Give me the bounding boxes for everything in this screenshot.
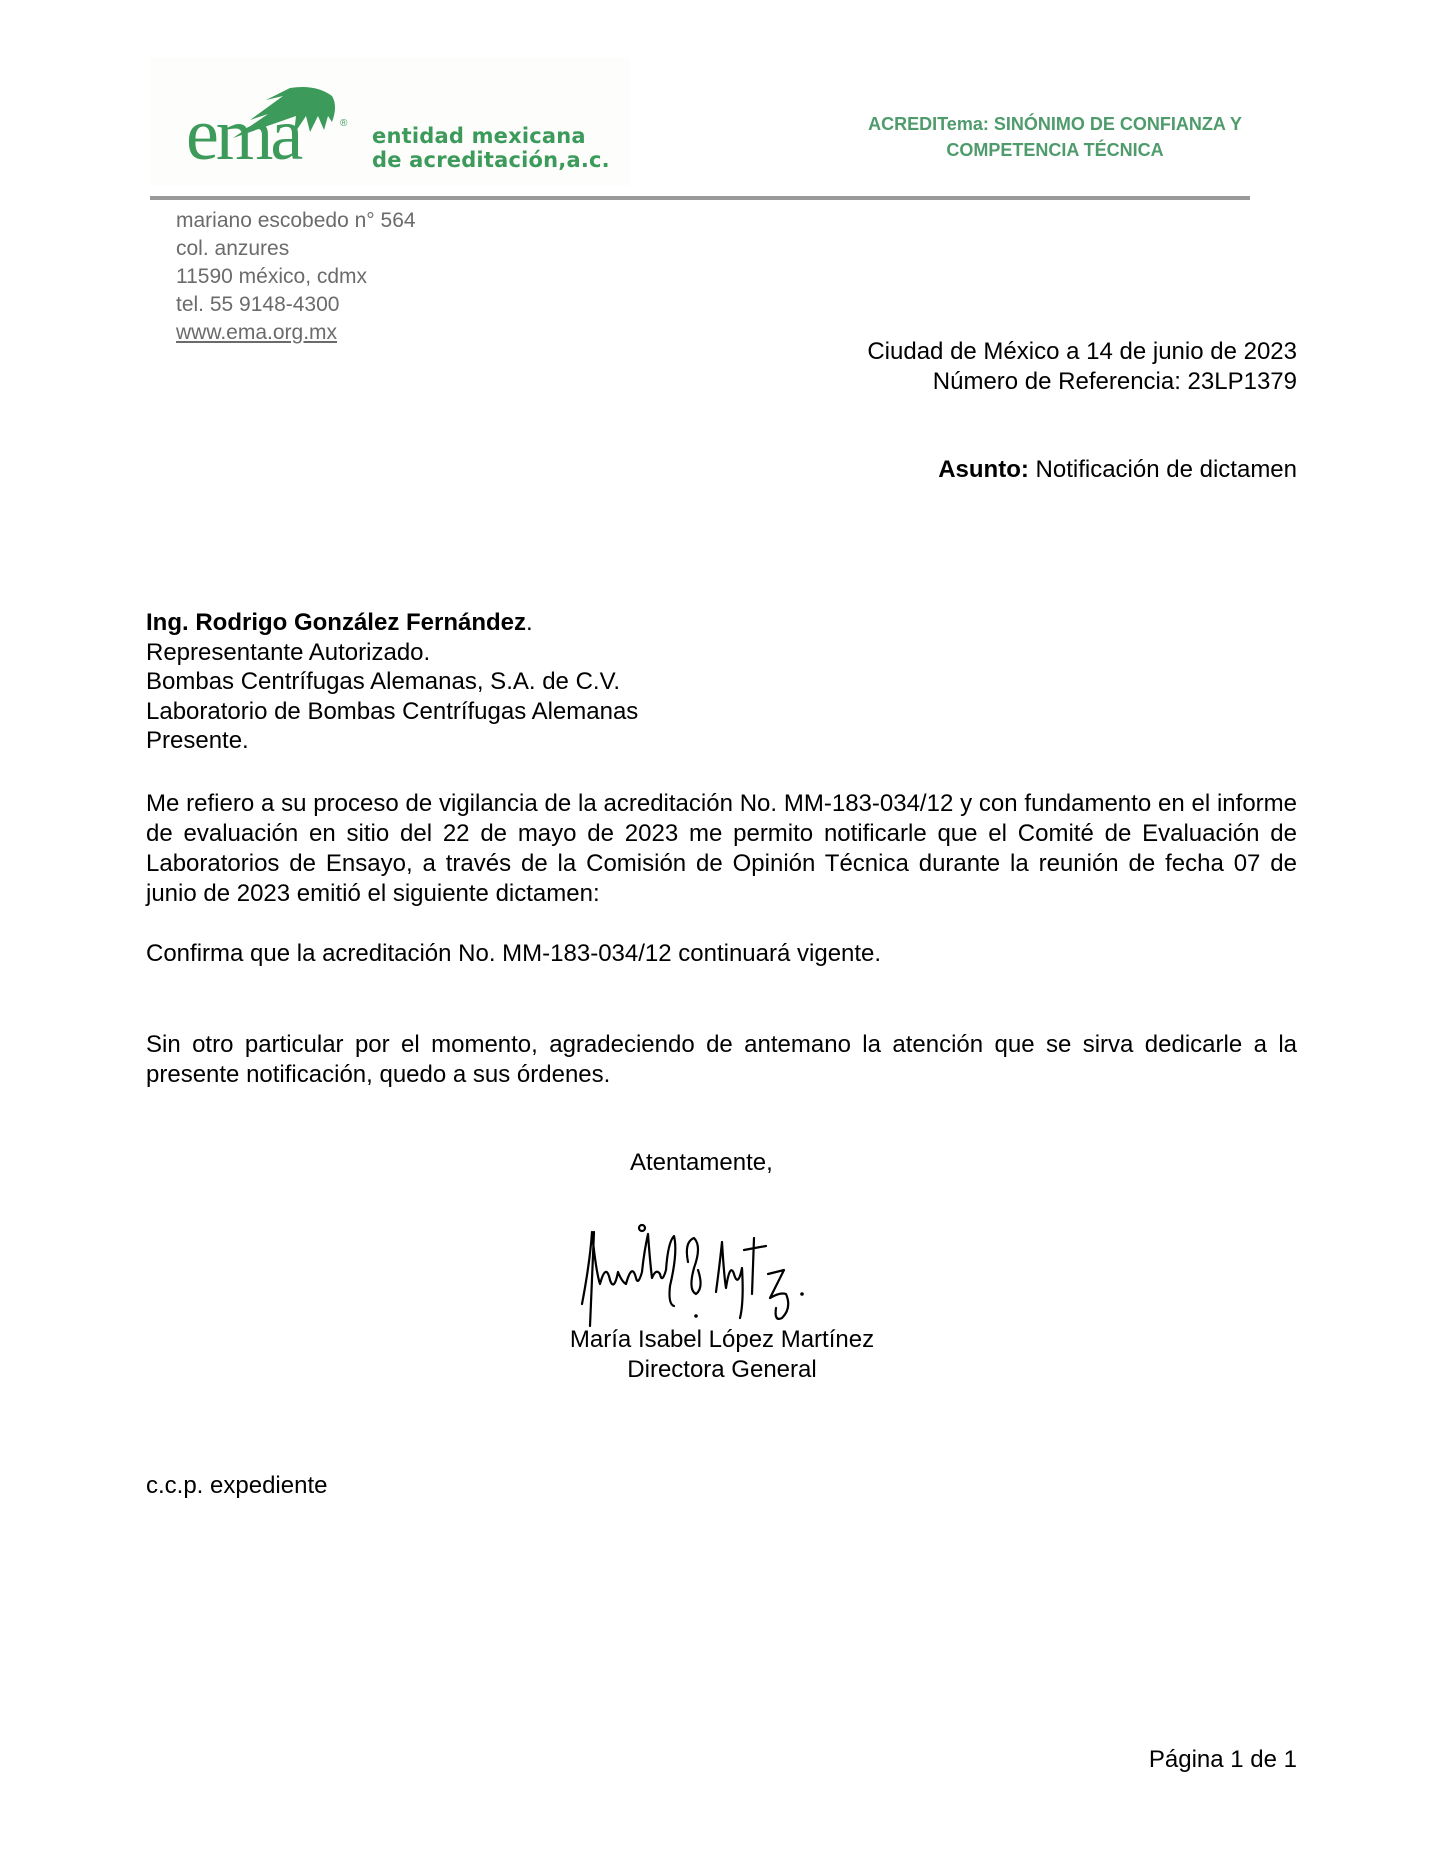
logo-organization-name	[372, 124, 610, 172]
reference-number: Número de Referencia: 23LP1379	[932, 368, 1297, 395]
signer-block	[522, 1325, 922, 1385]
address-colony: col. anzures	[176, 237, 290, 260]
subject-label: Asunto:	[938, 456, 1029, 483]
place-date: Ciudad de México a 14 de junio de 2023	[867, 338, 1297, 365]
page-number: Página 1 de 1	[1148, 1746, 1297, 1773]
body-paragraph-1: Me refiero a su proceso de vigilancia de la acreditación No. MM-183-034/12 y con fundamento en el informe de evaluación en sitio del 22 de mayo de 2023 me permito notificarle que el Comité de Evaluación de Laboratorios de Ensayo, a través de la Comisión de Opinión Técnica durante la reunión de fecha 07 de junio de 2023 emitió el siguiente dictamen:	[146, 790, 1297, 907]
header-divider	[150, 196, 1250, 200]
address-street: mariano escobedo n° 564	[176, 209, 416, 232]
recipient-name-suffix: .	[526, 609, 533, 636]
recipient-block	[146, 608, 638, 756]
logo-wordmark: ema	[186, 94, 301, 176]
subject-line	[938, 455, 1297, 485]
logo-name-line1: entidad mexicana	[372, 124, 586, 148]
subject-text: Notificación de dictamen	[1035, 456, 1297, 483]
recipient-lab: Laboratorio de Bombas Centrífugas Alemanas	[146, 697, 639, 725]
registered-mark: ®	[340, 118, 348, 129]
logo-name-line2: de acreditación,a.c.	[372, 148, 610, 172]
tagline-line2: COMPETENCIA TÉCNICA	[946, 140, 1164, 160]
tagline-line1: ACREDITema: SINÓNIMO DE CONFIANZA Y	[868, 114, 1242, 134]
recipient-title: Representante Autorizado.	[146, 638, 431, 666]
sender-address	[176, 207, 416, 347]
signature-image	[570, 1222, 840, 1332]
recipient-name: Ing. Rodrigo González Fernández	[146, 609, 527, 636]
address-phone: tel. 55 9148-4300	[176, 293, 340, 316]
date-reference-block	[867, 337, 1297, 397]
signer-name: María Isabel López Martínez	[569, 1326, 875, 1353]
recipient-company: Bombas Centrífugas Alemanas, S.A. de C.V.	[146, 668, 621, 695]
recipient-name-line	[146, 608, 638, 638]
recipient-greeting: Presente.	[146, 727, 249, 754]
closing: Atentamente,	[630, 1149, 773, 1176]
body-paragraph-2: Confirma que la acreditación No. MM-183-034/12 continuará vigente.	[146, 940, 882, 967]
website-link[interactable]: www.ema.org.mx	[176, 321, 338, 344]
carbon-copy: c.c.p. expediente	[146, 1472, 328, 1499]
body-paragraph-3: Sin otro particular por el momento, agradeciendo de antemano la atención que se sirva dedicarle a la presente notificación, quedo a sus órdenes.	[146, 1031, 1297, 1088]
signer-position: Directora General	[627, 1356, 817, 1383]
tagline	[840, 111, 1270, 163]
address-city: 11590 méxico, cdmx	[176, 265, 368, 288]
